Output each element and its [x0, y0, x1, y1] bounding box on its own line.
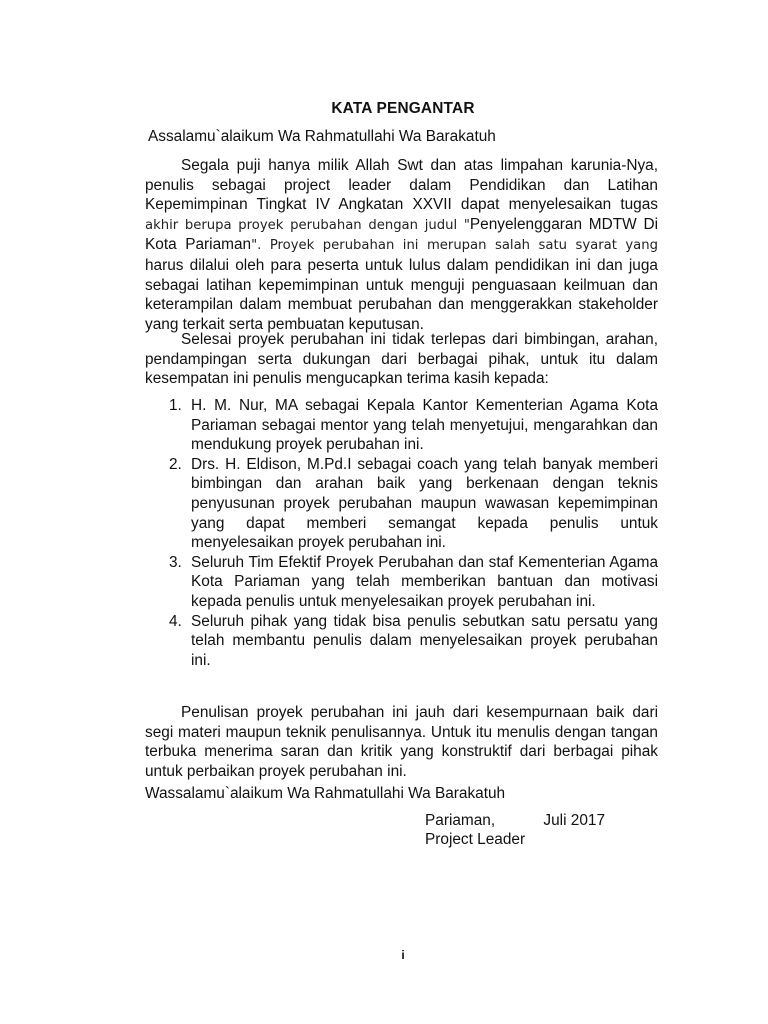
list-item: [145, 455, 658, 553]
signature-place-date: [425, 811, 605, 830]
paragraph-opening-text-b: akhir berupa proyek perubahan dengan judul ": [145, 217, 470, 233]
signature-place: Pariaman,: [425, 812, 496, 829]
page-number: i: [401, 948, 405, 962]
list-item-number: 1.: [169, 397, 182, 414]
paragraph-opening: [145, 156, 658, 334]
signature-role: Project Leader: [425, 831, 526, 848]
list-item: [145, 396, 658, 455]
closing-greeting: Wassalamu`alaikum Wa Rahmatullahi Wa Barakatuh: [145, 785, 506, 802]
project-title-text: Penyelenggaran MDTW Di Kota Pariaman: [145, 215, 658, 254]
signature-date: Juli 2017: [543, 812, 605, 829]
page-title: KATA PENGANTAR: [331, 100, 475, 117]
list-item-text: Drs. H. Eldison, M.Pd.I sebagai coach yang telah banyak memberi bimbingan dan arahan baik yang berkenaan dengan teknis penyusunan proyek perubahan maupun wawasan kepemimpinan yang dapat memberi semangat kepada penulis untuk menyelesaikan proyek perubahan ini.: [191, 455, 658, 552]
list-item: [145, 612, 658, 671]
list-item-number: 2.: [169, 455, 182, 473]
list-item-number: 3.: [169, 553, 182, 571]
paragraph-thanks-intro: Selesai proyek perubahan ini tidak terlepas dari bimbingan, arahan, pendampingan serta dukungan dari berbagai pihak, untuk itu dalam kesempatan ini penulis mengucapkan terima kasih kepada:: [145, 331, 658, 388]
list-item-text: Seluruh pihak yang tidak bisa penulis sebutkan satu persatu yang telah membantu penulis dalam menyelesaikan proyek perubahan ini.: [191, 612, 658, 669]
signature-block: [425, 811, 625, 849]
list-item: [145, 553, 658, 612]
list-item-text: Seluruh Tim Efektif Proyek Perubahan dan staf Kementerian Agama Kota Pariaman yang telah memberikan bantuan dan motivasi kepada penulis untuk menyelesaikan proyek perubahan ini.: [191, 553, 658, 610]
paragraph-closing-remarks: Penulisan proyek perubahan ini jauh dari kesempurnaan baik dari segi materi maupun teknik penulisannya. Untuk itu menulis dengan tangan terbuka menerima saran dan kritik yang konstruktif dari berbagai pihak untuk perbaikan proyek perubahan ini.: [145, 704, 658, 780]
paragraph-opening-text-e: harus dilalui oleh para peserta untuk lulus dalam pendidikan ini dan juga sebagai latihan kepemimpinan untuk menguji penguasaan keilmuan dan keterampilan dalam membuat perubahan dan menggerakkan stakeholder yang terkait serta pembuatan keputusan.: [145, 256, 658, 333]
opening-greeting: Assalamu`alaikum Wa Rahmatullahi Wa Barakatuh: [148, 128, 496, 145]
acknowledgement-list: [145, 396, 658, 670]
paragraph-opening-text-d: ". Proyek perubahan ini merupan salah satu syarat yang: [251, 238, 658, 254]
list-item-text: H. M. Nur, MA sebagai Kepala Kantor Kementerian Agama Kota Pariaman sebagai mentor yang telah menyetujui, mengarahkan dan mendukung proyek perubahan ini.: [191, 397, 658, 454]
list-item-number: 4.: [169, 612, 182, 630]
paragraph-opening-text-a: Segala puji hanya milik Allah Swt dan atas limpahan karunia-Nya, penulis sebagai project leader dalam Pendidikan dan Latihan Kepemimpinan Tingkat IV Angkatan XXVII dapat menyelesaikan tugas: [145, 157, 658, 214]
